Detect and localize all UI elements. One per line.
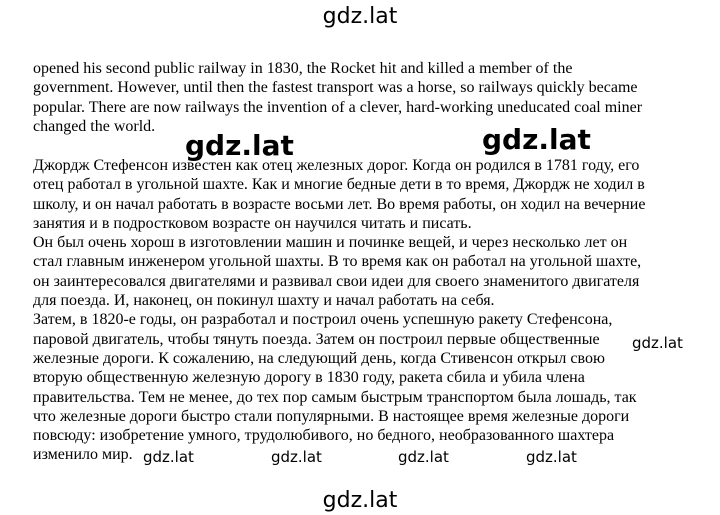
russian-line: повсюду: изобретение умного, трудолюбивого, но бедного, необразованного шахтера <box>33 427 615 445</box>
english-line: opened his second public railway in 1830, the Rocket hit and killed a member of the <box>33 60 573 77</box>
russian-line: Джордж Стефенсон известен как отец железных дорог. Когда он родился в 1781 году, его <box>33 157 640 174</box>
watermark-bottom-row-item: gdz.lat <box>271 448 322 466</box>
watermark-small-right: gdz.lat <box>632 334 683 352</box>
russian-line: изменило мир. <box>33 446 133 464</box>
english-line: popular. There are now railways the invention of a clever, hard-working uneducated coal miner <box>33 98 643 116</box>
russian-line: он заинтересовался двигателями и развивал свои идеи для своего знаменитого двигателя <box>33 272 640 290</box>
watermark-mid-right: gdz.lat <box>482 123 591 156</box>
russian-line: железные дороги. К сожалению, на следующий день, когда Стивенсон открыл свою <box>33 349 605 367</box>
russian-line: занятия и в подростковом возрасте он научился читать и писать. <box>33 214 472 232</box>
russian-text-block <box>33 156 695 465</box>
russian-line: вторую общественную железную дорогу в 1830 году, ракета сбила и убила члена <box>33 369 585 387</box>
watermark-bottom-row-item: gdz.lat <box>143 448 194 466</box>
english-text-block <box>33 59 695 136</box>
russian-line: правительства. Тем не менее, до тех пор самым быстрым транспортом была лошадь, так <box>33 388 637 406</box>
watermark-mid-left: gdz.lat <box>185 129 294 162</box>
watermark-bottom-row-item: gdz.lat <box>526 448 577 466</box>
russian-line: что железные дороги быстро стали популярными. В настоящее время железные дороги <box>33 407 630 425</box>
russian-line: стал главным инженером угольной шахты. В то время как он работал на угольной шахте, <box>33 253 642 271</box>
russian-line: отец работал в угольной шахте. Как и многие бедные дети в то время, Джордж не ходил в <box>33 176 645 194</box>
russian-line: Затем, в 1820-е годы, он разработал и построил очень успешную ракету Стефенсона, <box>33 311 613 329</box>
russian-line: паровой двигатель, чтобы тянуть поезда. Затем он построил первые общественные <box>33 330 600 348</box>
russian-line: школу, и он начал работать в возрасте восьми лет. Во время работы, он ходил на вечерние <box>33 195 646 213</box>
russian-line: Он был очень хорош в изготовлении машин и починке вещей, и через несколько лет он <box>33 234 628 252</box>
watermark-bottom-row-item: gdz.lat <box>398 448 449 466</box>
english-line: changed the world. <box>33 117 156 135</box>
english-line: government. However, until then the fastest transport was a horse, so railways quickly became <box>33 79 638 97</box>
watermark-bottom: gdz.lat <box>322 488 398 513</box>
russian-line: для поезда. И, наконец, он покинул шахту и начал работать на себя. <box>33 292 495 310</box>
watermark-top: gdz.lat <box>322 4 398 29</box>
